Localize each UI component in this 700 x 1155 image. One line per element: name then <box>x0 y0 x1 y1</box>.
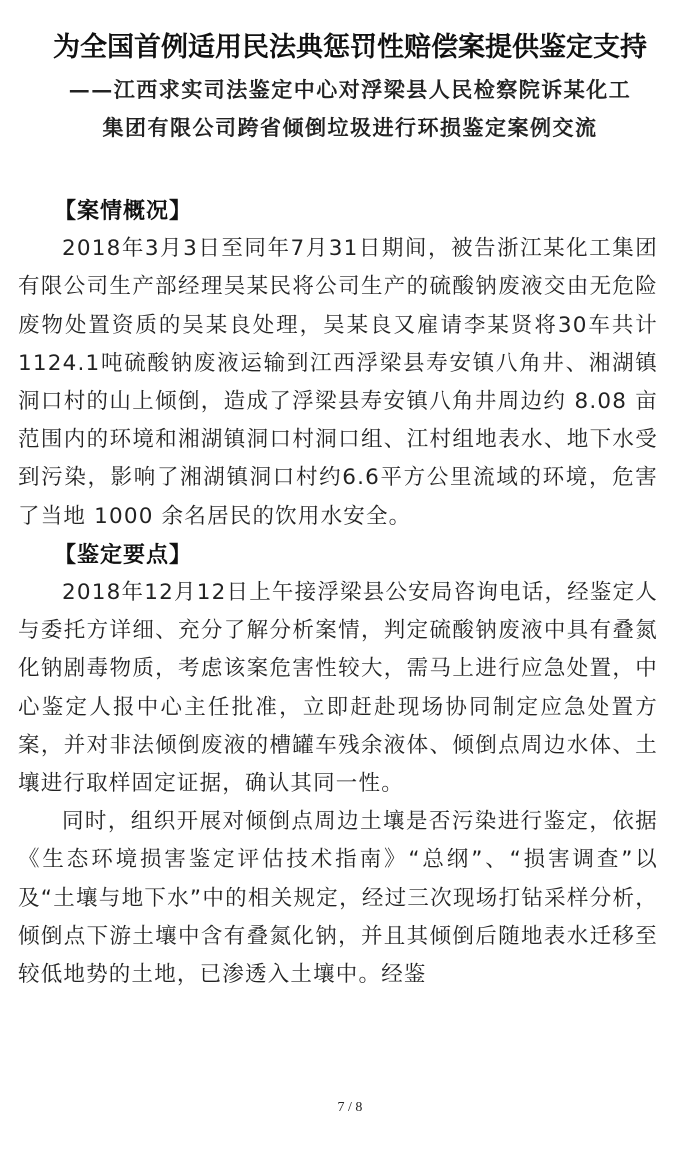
document-body <box>18 192 658 994</box>
document-title: 为全国首例适用民法典惩罚性赔偿案提供鉴定支持 <box>53 32 647 63</box>
document-subtitle-line-1: ——江西求实司法鉴定中心对浮梁县人民检察院诉某化工 <box>68 77 632 102</box>
section-heading-case-overview: 【案情概况】 <box>54 198 193 224</box>
paragraph-appraisal-points-2: 同时，组织开展对倾倒点周边土壤是否污染进行鉴定，依据《生态环境损害鉴定评估技术指南》“总纲”、“损害调查”以及“土壤与地下水”中的相关规定，经过三次现场打钻采样分析，倾倒点下游土壤中含有叠氮化钠，并且其倾倒后随地表水迁移至较低地势的土地，已渗透入土壤中。经鉴 <box>18 809 658 988</box>
paragraph-case-overview: 2018年3月3日至同年7月31日期间，被告浙江某化工集团有限公司生产部经理吴某民将公司生产的硫酸钠废液交由无危险废物处置资质的吴某良处理，吴某良又雇请李某贤将30车共计1124.1吨硫酸钠废液运输到江西浮梁县寿安镇八角井、湘湖镇洞口村的山上倾倒，造成了浮梁县寿安镇八角井周边约 8.08 亩范围内的环境和湘湖镇洞口村洞口组、江村组地表水、地下水受到污染，影响了湘湖镇洞口村约6.6平方公里流域的环境，危害了当地 1000 余名居民的饮用水安全。 <box>18 236 658 529</box>
page-number: 7 / 8 <box>337 1100 363 1115</box>
paragraph-appraisal-points-1: 2018年12月12日上午接浮梁县公安局咨询电话，经鉴定人与委托方详细、充分了解分析案情，判定硫酸钠废液中具有叠氮化钠剧毒物质，考虑该案危害性较大，需马上进行应急处置，中心鉴定人报中心主任批准，立即赶赴现场协同制定应急处置方案，并对非法倾倒废液的槽罐车残余液体、倾倒点周边水体、土壤进行取样固定证据，确认其同一性。 <box>18 580 658 797</box>
section-heading-appraisal-points: 【鉴定要点】 <box>54 541 193 568</box>
document-subtitle-line-2: 集团有限公司跨省倾倒垃圾进行环损鉴定案例交流 <box>102 115 598 140</box>
